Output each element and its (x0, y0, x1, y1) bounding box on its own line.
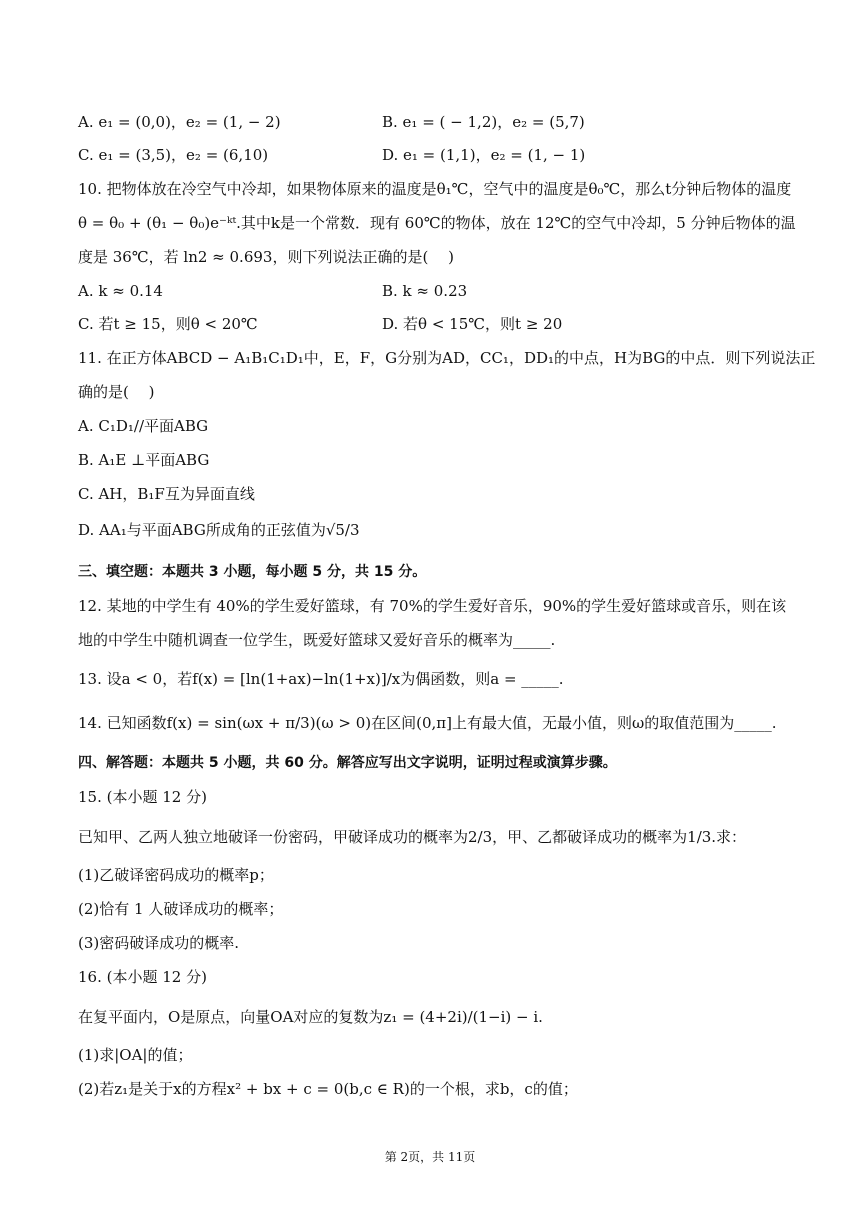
q11-line-2: 确的是( ) (78, 383, 155, 401)
q11-option-b: B. A₁E ⊥平面ABG (78, 451, 210, 469)
page-footer: 第 2页，共 11页 (384, 1150, 476, 1164)
q10-option-d: D. 若θ < 15℃，则t ≥ 20 (382, 315, 563, 333)
q10-line-2: θ = θ₀ + (θ₁ − θ₀)e⁻ᵏᵗ.其中k是一个常数．现有 60℃的物体，放在 12℃的空气中冷却，5 分钟后物体的温 (78, 214, 796, 232)
q14: 14. 已知函数f(x) = sin(ωx + π/3)(ω > 0)在区间(0,π]上有最大值，无最小值，则ω的取值范围为_____. (78, 714, 777, 732)
q11-option-d: D. AA₁与平面ABG所成角的正弦值为√5/3 (78, 521, 360, 539)
q16-part-2: (2)若z₁是关于x的方程x² + bx + c = 0(b,c ∈ R)的一个根，求b，c的值； (78, 1080, 578, 1098)
q12-line-1: 12. 某地的中学生有 40%的学生爱好篮球，有 70%的学生爱好音乐，90%的学生爱好篮球或音乐，则在该 (78, 597, 787, 615)
q11-option-a: A. C₁D₁//平面ABG (78, 417, 209, 435)
q15-part-3: (3)密码破译成功的概率. (78, 934, 240, 952)
q11-line-1: 11. 在正方体ABCD − A₁B₁C₁D₁中，E，F，G分别为AD，CC₁，DD₁的中点，H为BG的中点．则下列说法正 (78, 349, 816, 367)
q10-option-c: C. 若t ≥ 15，则θ < 20℃ (78, 315, 258, 333)
q12-line-2: 地的中学生中随机调查一位学生，既爱好篮球又爱好音乐的概率为_____. (78, 631, 556, 649)
q9-option-c: C. e₁ = (3,5)，e₂ = (6,10) (78, 146, 269, 164)
q15-stem: 已知甲、乙两人独立地破译一份密码，甲破译成功的概率为2/3，甲、乙都破译成功的概率为1/3.求： (78, 828, 747, 846)
q11-option-c: C. AH，B₁F互为异面直线 (78, 485, 255, 503)
q15-heading: 15. (本小题 12 分) (78, 788, 207, 806)
q13: 13. 设a < 0，若f(x) = [ln(1+ax)−ln(1+x)]/x为偶函数，则a = _____. (78, 670, 564, 688)
section-3-heading: 三、填空题：本题共 3 小题，每小题 5 分，共 15 分。 (78, 564, 427, 580)
q16-stem: 在复平面内，O是原点，向量OA对应的复数为z₁ = (4+2i)/(1−i) − i. (78, 1008, 543, 1026)
q15-part-2: (2)恰有 1 人破译成功的概率； (78, 900, 284, 918)
q9-option-a: A. e₁ = (0,0)，e₂ = (1, − 2) (78, 113, 281, 131)
q16-part-1: (1)求|OA|的值； (78, 1046, 193, 1064)
q10-line-1: 10. 把物体放在冷空气中冷却，如果物体原来的温度是θ₁℃，空气中的温度是θ₀℃，那么t分钟后物体的温度 (78, 180, 792, 198)
q10-option-b: B. k ≈ 0.23 (382, 282, 468, 300)
section-4-heading: 四、解答题：本题共 5 小题，共 60 分。解答应写出文字说明，证明过程或演算步骤。 (78, 755, 617, 771)
q10-line-3: 度是 36℃，若 ln2 ≈ 0.693，则下列说法正确的是( ) (78, 248, 454, 266)
q10-option-a: A. k ≈ 0.14 (78, 282, 163, 300)
q9-option-d: D. e₁ = (1,1)，e₂ = (1, − 1) (382, 146, 586, 164)
q16-heading: 16. (本小题 12 分) (78, 968, 207, 986)
q15-part-1: (1)乙破译密码成功的概率p； (78, 866, 274, 884)
q9-option-b: B. e₁ = ( − 1,2)，e₂ = (5,7) (382, 113, 585, 131)
